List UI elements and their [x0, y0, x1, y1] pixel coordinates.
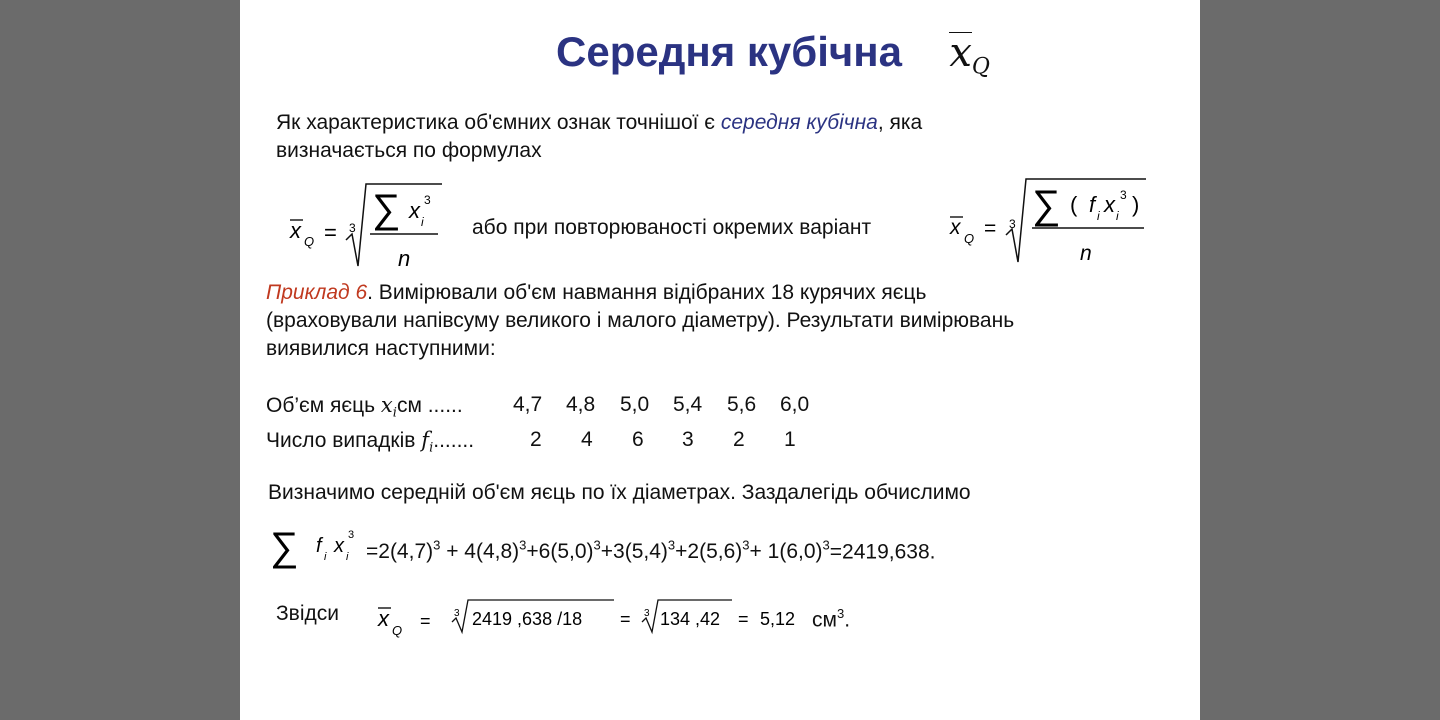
compute-term [601, 540, 675, 563]
f1-var: x [409, 198, 420, 223]
row2-value: 1 [784, 428, 796, 451]
intro-line-2: визначається по формулах [276, 139, 542, 162]
f2-lhs-sub: Q [964, 231, 975, 246]
concl-eq3: = [738, 609, 749, 629]
concl-radicand-2: 134 ,42 [660, 609, 721, 629]
example-line-3: виявилися наступними: [266, 337, 496, 360]
compute-term [675, 540, 749, 563]
f1-root-index: 3 [349, 221, 356, 235]
f1-exp: 3 [424, 193, 431, 207]
example-line-2: (враховували напівсуму великого і малого діаметру). Результати вимірювань [266, 309, 1015, 332]
concl-lhs-sub: Q [392, 623, 403, 638]
table-row-volume [266, 391, 463, 428]
compute-term [526, 540, 600, 563]
title-symbol [949, 30, 990, 80]
term-text: + 1(6,0) [749, 540, 823, 564]
conclusion-word: Звідси [276, 602, 339, 625]
f2-var-sub: i [1116, 209, 1119, 223]
f1-sum: ∑ [372, 187, 401, 231]
term-text: =2(4,7) [366, 540, 434, 564]
row2-value: 6 [632, 428, 644, 451]
row1-value: 5,6 [727, 393, 757, 416]
row2-value: 2 [733, 428, 745, 451]
compute-terms [366, 532, 935, 566]
concl-eq1: = [420, 611, 431, 631]
term-exp: 3 [519, 538, 527, 553]
term-exp: 3 [593, 538, 601, 553]
f2-exp: 3 [1120, 188, 1127, 202]
f1-eq: = [324, 220, 337, 245]
f2-lhs-base: x [950, 216, 961, 239]
unit-end: . [844, 608, 851, 632]
f2-root-index: 3 [1009, 217, 1016, 231]
term-exp: 3 [667, 538, 676, 553]
row1-var [380, 393, 397, 421]
row1-label: Об’єм яєць [266, 394, 376, 417]
compute-term [750, 540, 830, 563]
concl-eq2: = [620, 609, 631, 629]
row1-var-base: x [380, 393, 393, 417]
f1-var-sub: i [421, 215, 424, 229]
concl-radicand-1: 2419 ,638 /18 [472, 609, 583, 629]
compute-f: f [316, 535, 322, 557]
term-text: +2(5,6) [675, 540, 743, 564]
title-text: Середня кубічна [556, 28, 903, 75]
concl-root-index-2: 3 [644, 608, 650, 619]
title-symbol-sub: Q [971, 54, 990, 80]
f1-lhs-base: x [290, 218, 301, 243]
concl-value: 5,12 [760, 609, 796, 629]
formula-cubic-mean [284, 176, 454, 274]
compute-sum-expression [268, 518, 372, 572]
f2-sum: ∑ [1032, 183, 1061, 227]
f2-denominator: n [1080, 242, 1092, 265]
compute-term [440, 540, 526, 563]
concl-lhs-base: x [378, 606, 389, 631]
term-text: + 4(4,8) [440, 540, 520, 564]
term-exp: 3 [433, 538, 441, 553]
intro-emphasis: середня кубічна [720, 111, 878, 134]
row1-value: 4,8 [566, 393, 596, 416]
example-text1: . Вимірювали об'єм навмання відібраних 18 курячих яєць [367, 281, 927, 304]
f1-lhs-sub: Q [304, 234, 315, 249]
compute-x-sub: i [346, 551, 349, 563]
row2-var [421, 428, 434, 456]
compute-sum-symbol: ∑ [270, 525, 299, 569]
intro-part2: , яка [877, 111, 923, 134]
intro-line-1 [276, 109, 922, 137]
term-text: +3(5,4) [600, 540, 668, 564]
example-line-1 [266, 279, 926, 307]
unit-exp: 3 [836, 606, 845, 621]
title-symbol-base: x [949, 30, 972, 76]
f2-var: x [1104, 192, 1115, 217]
term-exp: 3 [742, 538, 750, 553]
row2-dots: ....... [433, 429, 475, 452]
compute-f-sub: i [324, 551, 327, 563]
f2-f: f [1089, 192, 1096, 217]
compute-term [366, 540, 440, 563]
table-row-count [266, 426, 474, 463]
compute-x: x [334, 535, 344, 557]
unit-text: см [812, 608, 837, 632]
compute-intro: Визначимо середній об'єм яєць по їх діаметрах. Заздалегідь обчислимо [268, 481, 971, 504]
row2-value: 2 [530, 428, 542, 451]
f1-denominator: n [398, 246, 411, 271]
row1-value: 5,0 [620, 393, 650, 416]
f2-open: ( [1070, 192, 1078, 217]
compute-result: =2419,638. [829, 540, 936, 564]
row2-var-base: f [421, 428, 430, 452]
concl-root-index-1: 3 [454, 608, 460, 619]
page-title [556, 28, 990, 80]
row2-var-sub: i [429, 440, 434, 456]
row2-label: Число випадків [266, 429, 416, 452]
formula-middle-text: або при повторюваності окремих варіант [472, 216, 872, 239]
row1-value: 5,4 [673, 393, 703, 416]
term-exp: 3 [822, 538, 830, 553]
row2-value: 3 [682, 428, 694, 451]
conclusion-formula [374, 592, 816, 642]
example-label: Приклад 6 [266, 281, 368, 304]
row1-value: 4,7 [513, 393, 543, 416]
row1-value: 6,0 [780, 393, 810, 416]
row1-unit: см ...... [396, 394, 463, 417]
f2-close: ) [1132, 192, 1140, 217]
slide [240, 0, 1200, 720]
f2-f-sub: i [1097, 209, 1100, 223]
row2-value: 4 [581, 428, 593, 451]
row1-var-sub: i [392, 405, 397, 421]
f2-eq: = [984, 217, 997, 240]
term-text: +6(5,0) [526, 540, 594, 564]
intro-part1: Як характеристика об'ємних ознак точнішої є [276, 111, 721, 134]
formula-cubic-mean-weighted [946, 172, 1152, 268]
conclusion-unit [812, 600, 850, 634]
compute-x-exp: 3 [348, 529, 355, 541]
